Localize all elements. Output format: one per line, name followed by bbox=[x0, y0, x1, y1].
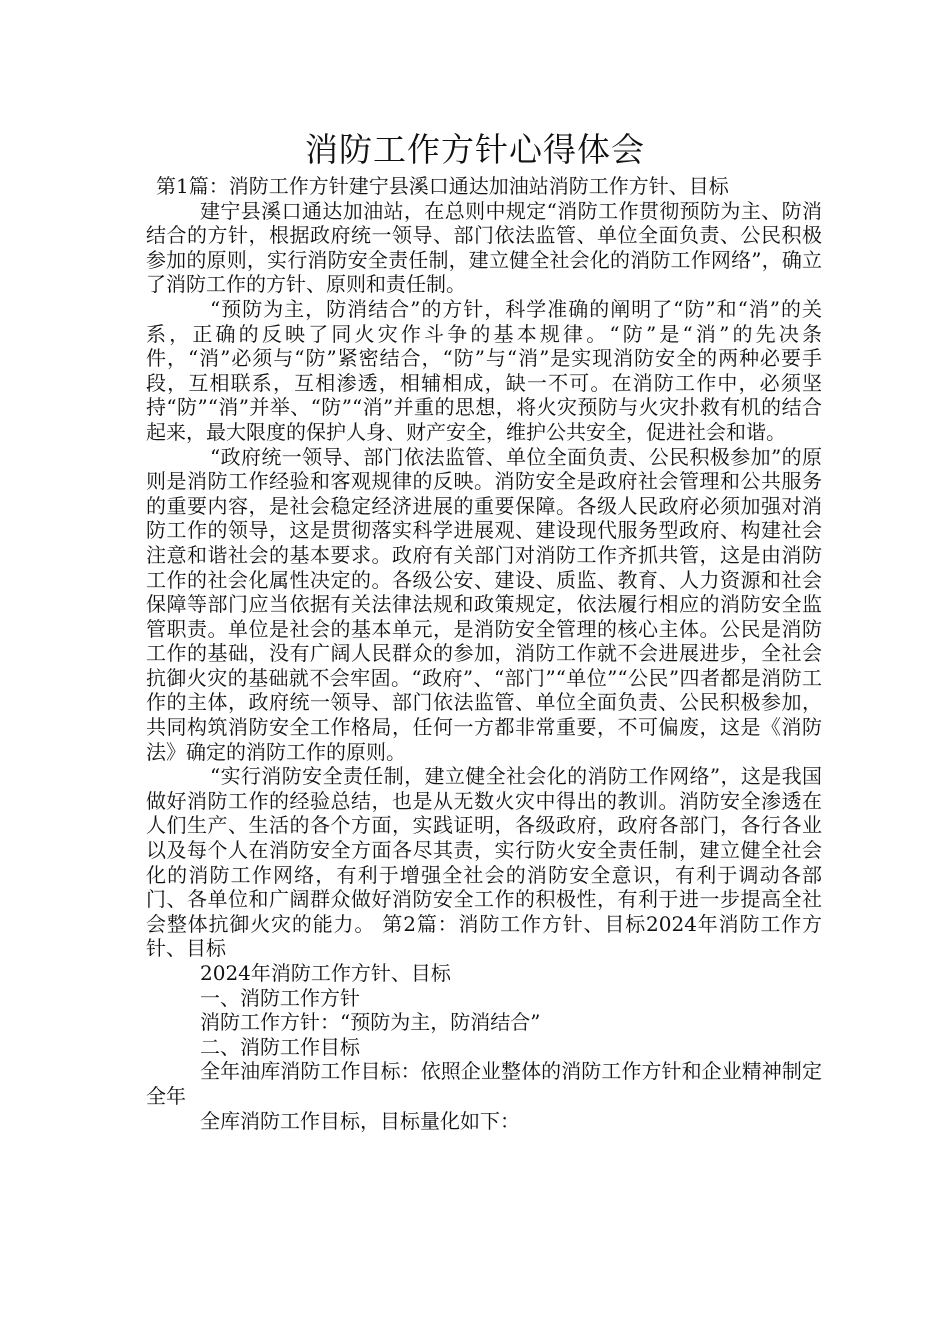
list-item-policy-heading: 一、消防工作方针 bbox=[200, 985, 360, 1010]
paragraph-principle: “政府统一领导、部门依法监管、单位全面负责、公民积极参加”的原则是消防工作经验和客观规律的反映。消防安全是政府社会管理和公共服务的重要内容，是社会稳定经济进展的重要保障。各级人民政府必须加强对消防工作的领导，这是贯彻落实科学进展观、建设现代服务型政府、构建社会注意和谐社会的基本要求。政府有关部门对消防工作齐抓共管，这是由消防工作的社会化属性决定的。各级公安、建设、质监、教育、人力资源和社会保障等部门应当依据有关法律法规和政策规定，依法履行相应的消防安全监管职责。单位是社会的基本单元，是消防安全管理的核心主体。公民是消防工作的基础，没有广阔人民群众的参加，消防工作就不会进展进步，全社会抗御火灾的基础就不会牢固。“政府”、“部门”“单位”“公民”四者都是消防工作的主体，政府统一领导、部门依法监管、单位全面负责、公民积极参加，共同构筑消防安全工作格局，任何一方都非常重要，不可偏废，这是《消防法》确定的消防工作的原则。 bbox=[146, 444, 822, 764]
list-item-policy: 消防工作方针：“预防为主，防消结合” bbox=[200, 1010, 541, 1035]
list-item-goal-heading: 二、消防工作目标 bbox=[200, 1034, 360, 1059]
section-heading-2: 2024年消防工作方针、目标 bbox=[200, 961, 451, 985]
document-body bbox=[146, 174, 822, 1133]
section-heading-1: 第1篇：消防工作方针建宁县溪口通达加油站消防工作方针、目标 bbox=[156, 174, 729, 198]
document-title: 消防工作方针心得体会 bbox=[305, 130, 645, 169]
paragraph-prevention: “预防为主，防消结合”的方针，科学准确的阐明了“防”和“消”的关系，正确的反映了同火灾作斗争的基本规律。“防”是“消”的先决条件，“消”必须与“防”紧密结合，“防”与“消”是实现消防安全的两种必要手段，互相联系，互相渗透，相辅相成，缺一不可。在消防工作中，必须坚持“防”“消”并举、“防”“消”并重的思想，将火灾预防与火灾扑救有机的结合起来，最大限度的保护人身、财产安全，维护公共安全，促进社会和谐。 bbox=[146, 296, 822, 444]
paragraph-intro: 建宁县溪口通达加油站，在总则中规定“消防工作贯彻预防为主、防消结合的方针，根据政府统一领导、部门依法监管、单位全面负责、公民积极参加的原则，实行消防安全责任制，建立健全社会化的消防工作网络”，确立了消防工作的方针、原则和责任制。 bbox=[146, 198, 822, 297]
list-item-goal: 全年油库消防工作目标：依照企业整体的消防工作方针和企业精神制定全年 bbox=[146, 1059, 822, 1108]
paragraph-responsibility: “实行消防安全责任制，建立健全社会化的消防工作网络”，这是我国做好消防工作的经验总结，也是从无数火灾中得出的教训。消防安全渗透在人们生产、生活的各个方面，实践证明，各级政府，政府各部门，各行各业以及每个人在消防安全方面各尽其责，实行防火安全责任制，建立健全社会化的消防工作网络，有利于增强全社会的消防安全意识，有利于调动各部门、各单位和广阔群众做好消防安全工作的积极性，有利于进一步提高全社会整体抗御火灾的能力。 第2篇：消防工作方针、目标2024年消防工作方针、目标 bbox=[146, 764, 822, 961]
list-item-goal-quantified: 全库消防工作目标，目标量化如下： bbox=[200, 1108, 520, 1133]
